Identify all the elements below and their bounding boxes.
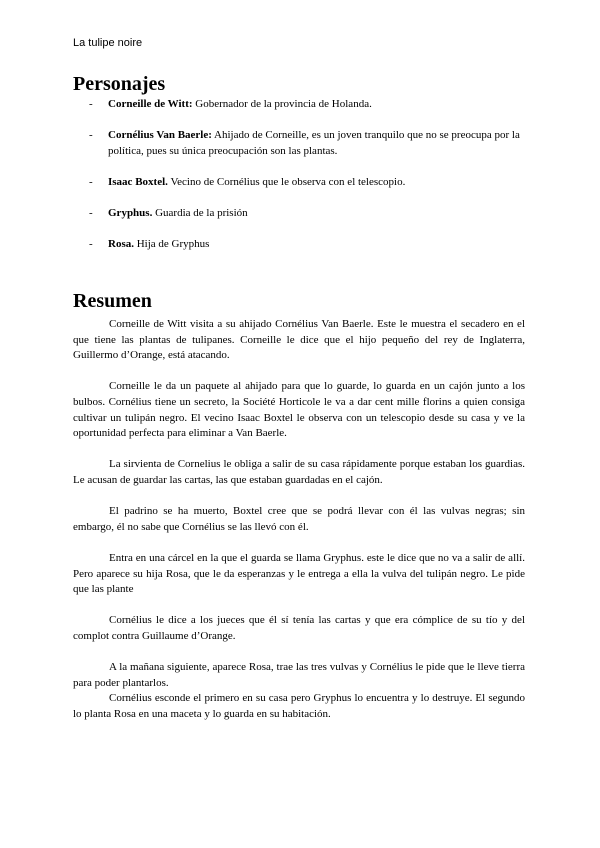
bullet-dash: - (89, 98, 93, 110)
list-item (0, 96, 600, 112)
character-desc: Gobernador de la provincia de Holanda. (192, 98, 372, 110)
bullet-dash: - (89, 238, 93, 250)
character-desc: Vecino de Cornélius que le observa con el telescopio. (167, 176, 406, 188)
list-item (0, 205, 600, 221)
list-item (0, 236, 600, 252)
list-item (0, 174, 600, 190)
character-name: Corneille de Witt: (108, 98, 193, 110)
resumen-heading: Resumen (73, 290, 152, 312)
page-header: La tulipe noire (73, 37, 143, 49)
character-list (0, 96, 600, 252)
character-name: Rosa. (108, 238, 134, 250)
character-desc: Guardia de la prisión (152, 207, 248, 219)
bullet-dash: - (89, 207, 93, 219)
bullet-dash: - (89, 129, 93, 141)
summary-paragraph: Cornélius esconde el primero en su casa pero Gryphus lo encuentra y lo destruye. El segundo lo planta Rosa en una maceta y lo guarda en su habitación. (73, 692, 525, 720)
summary-paragraph: La sirvienta de Cornelius le obliga a salir de su casa rápidamente porque estaban los guardias. Le acusan de guardar las cartas, las que estaban guardadas en el cajón. (73, 458, 525, 486)
character-name: Cornélius Van Baerle: (108, 129, 212, 141)
summary-paragraph: Corneille le da un paquete al ahijado para que lo guarde, lo guarda en un cajón junto a los bulbos. Cornélius tiene un secreto, la Société Horticole le va a dar cent mille florins a quien consiga cultivar un tulipán negro. El vecino Isaac Boxtel le observa con un telescopio desde su casa y ve la oportunidad perfecta para eliminar a Van Baerle. (73, 380, 525, 440)
list-item (0, 127, 600, 159)
summary-paragraph: El padrino se ha muerto, Boxtel cree que se podrá llevar con él las vulvas negras; sin embargo, él no sabe que Cornélius se las llevó con él. (73, 505, 525, 533)
character-desc: Hija de Gryphus (133, 238, 210, 250)
character-name: Isaac Boxtel. (108, 176, 168, 188)
summary-body (73, 317, 525, 722)
summary-paragraph: Corneille de Witt visita a su ahijado Cornélius Van Baerle. Este le muestra el secadero en el que tiene las plantas de tulipanes. Corneille le dice que el hijo pequeño del rey de Inglaterra, Guillermo d’Orange, está atacando. (73, 318, 525, 362)
summary-paragraph: Entra en una cárcel en la que el guarda se llama Gryphus. este le dice que no va a salir de allí. Pero aparece su hija Rosa, que le da esperanzas y le entrega a ella la vulva del tulipán negro. Le pide que las plante (73, 551, 525, 596)
summary-paragraph: A la mañana siguiente, aparece Rosa, trae las tres vulvas y Cornélius le pide que le lleve tierra para poder plantarlos. (73, 661, 525, 689)
character-desc: Ahijado de Corneille, es un joven tranquilo que no se preocupa por la política, pues su única preocupación son las plantas. (108, 129, 520, 157)
bullet-dash: - (89, 176, 93, 188)
summary-paragraph: Cornélius le dice a los jueces que él sí tenía las cartas y que era cómplice de su tío y del complot contra Guillaume d’Orange. (73, 614, 525, 642)
character-name: Gryphus. (108, 207, 153, 219)
personajes-heading: Personajes (73, 73, 166, 95)
